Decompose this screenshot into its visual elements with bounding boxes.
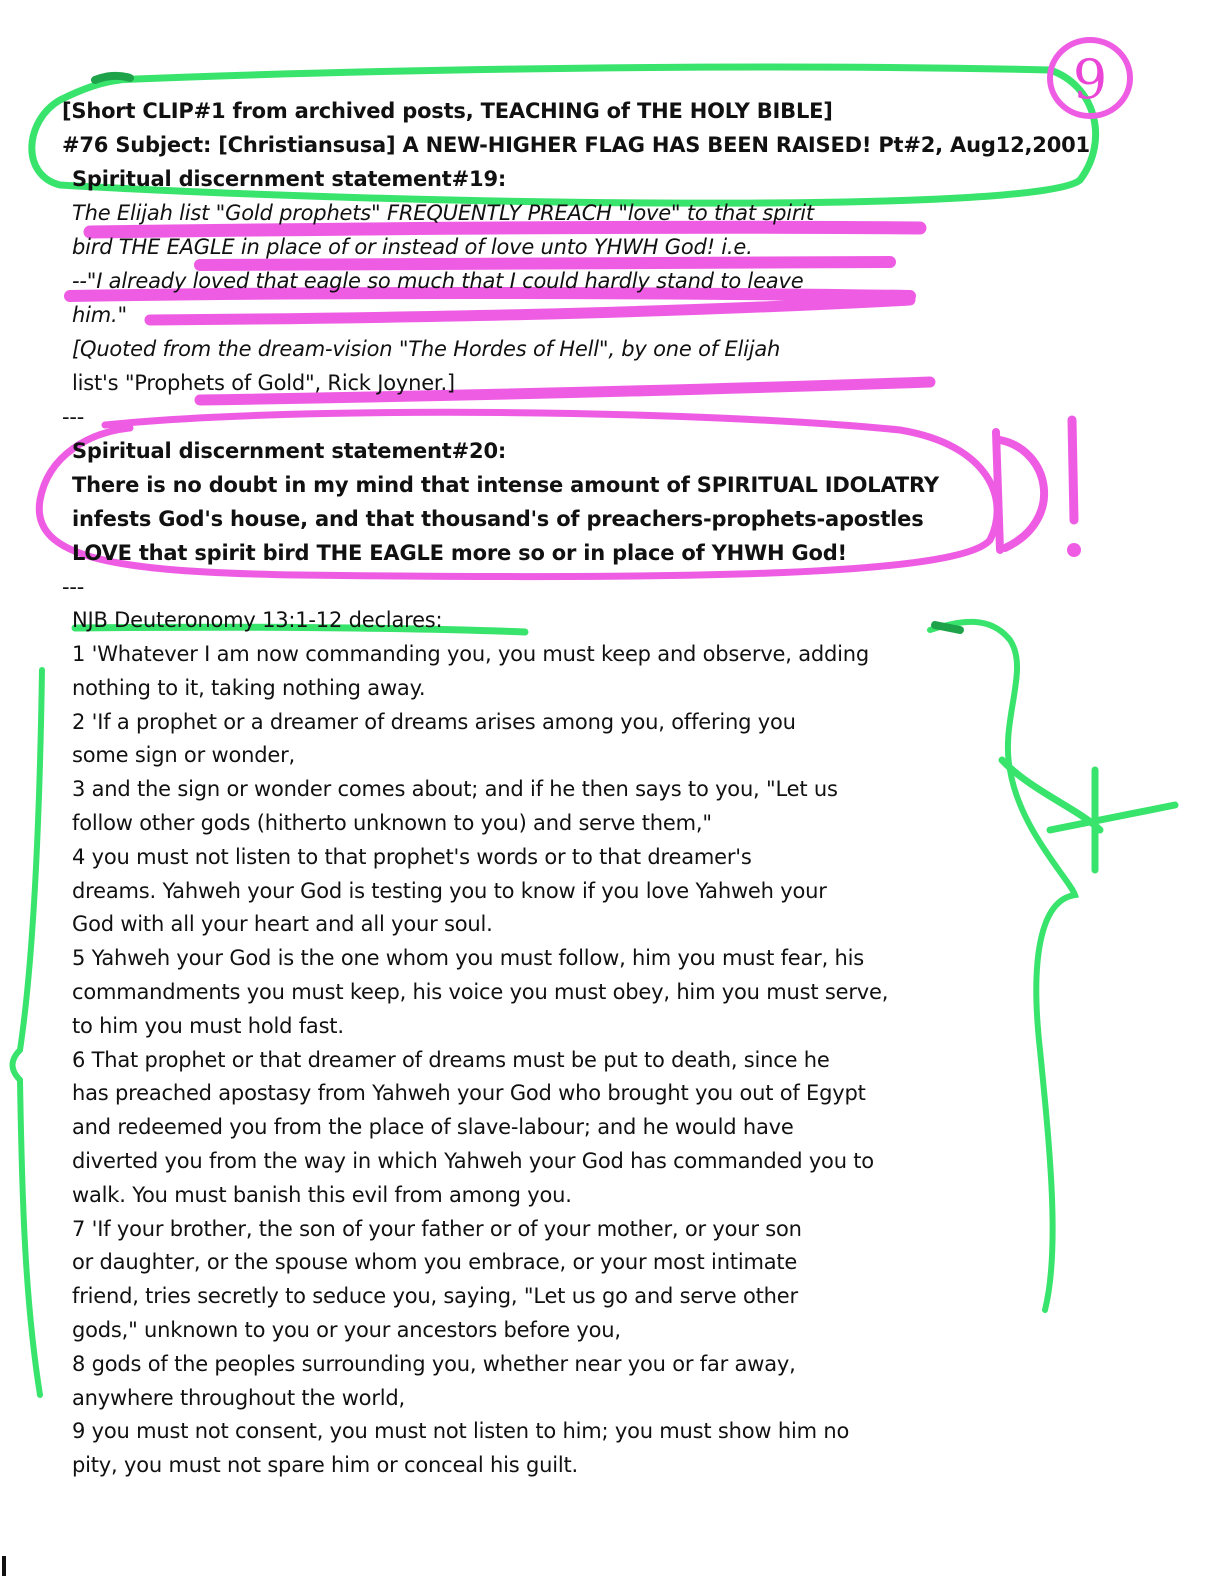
scripture-line: friend, tries secretly to seduce you, saying, "Let us go and serve other xyxy=(72,1284,798,1309)
scripture-line: dreams. Yahweh your God is testing you to know if you love Yahweh your xyxy=(72,878,827,903)
statement19-quote-line-2: list's "Prophets of Gold", Rick Joyner.] xyxy=(72,371,455,395)
scripture-line: 3 and the sign or wonder comes about; and if he then says to you, "Let us xyxy=(72,777,838,802)
scripture-line: 1 'Whatever I am now commanding you, you must keep and observe, adding xyxy=(72,642,870,666)
scripture-line: 7 'If your brother, the son of your father or of your mother, or your son xyxy=(72,1216,802,1241)
scripture-line: 8 gods of the peoples surrounding you, whether near you or far away, xyxy=(72,1351,796,1376)
scripture-line: 4 you must not listen to that prophet's words or to that dreamer's xyxy=(72,844,752,869)
statement19-line-2: bird THE EAGLE in place of or instead of love unto YHWH God! i.e. xyxy=(72,235,753,259)
scripture-line: nothing to it, taking nothing away. xyxy=(72,675,426,700)
header-line-2: #76 Subject: [Christiansusa] A NEW-HIGHER FLAG HAS BEEN RAISED! Pt#2, Aug12,2001 xyxy=(62,133,1090,157)
scripture-line: 6 That prophet or that dreamer of dreams must be put to death, since he xyxy=(72,1047,830,1072)
separator-1: --- xyxy=(62,405,85,429)
page-number: 9 xyxy=(1072,48,1108,111)
scripture-line: commandments you must keep, his voice you must obey, him you must serve, xyxy=(72,980,889,1004)
scripture-line: 2 'If a prophet or a dreamer of dreams arises among you, offering you xyxy=(72,709,796,734)
scripture-line: some sign or wonder, xyxy=(72,743,295,768)
statement19-quote-line-1: [Quoted from the dream-vision "The Hordes of Hell", by one of Elijah xyxy=(72,337,781,361)
statement20-line-3: LOVE that spirit bird THE EAGLE more so or in place of YHWH God! xyxy=(72,541,847,565)
scripture-line: pity, you must not spare him or conceal his guilt. xyxy=(72,1453,578,1478)
scan-edge-mark xyxy=(2,1556,6,1576)
scripture-line: walk. You must banish this evil from among you. xyxy=(72,1182,572,1207)
scripture-line: gods," unknown to you or your ancestors before you, xyxy=(72,1318,621,1342)
scripture-line: to him you must hold fast. xyxy=(72,1013,344,1038)
statement20-heading: Spiritual discernment statement#20: xyxy=(72,439,507,463)
scripture-line: follow other gods (hitherto unknown to you) and serve them," xyxy=(72,811,712,835)
scripture-line: 5 Yahweh your God is the one whom you must follow, him you must fear, his xyxy=(72,946,865,971)
statement19-line-1: The Elijah list "Gold prophets" FREQUENTLY PREACH "love" to that spirit xyxy=(72,201,814,225)
scripture-line: has preached apostasy from Yahweh your God who brought you out of Egypt xyxy=(72,1081,866,1106)
scripture-intro: NJB Deuteronomy 13:1-12 declares: xyxy=(72,608,443,632)
scripture-line: diverted you from the way in which Yahweh your God has commanded you to xyxy=(72,1149,874,1173)
statement20-line-2: infests God's house, and that thousand's of preachers-prophets-apostles xyxy=(72,507,924,531)
header-line-1: [Short CLIP#1 from archived posts, TEACHING of THE HOLY BIBLE] xyxy=(62,99,833,123)
scripture-line: anywhere throughout the world, xyxy=(72,1385,405,1410)
separator-2: --- xyxy=(62,575,85,599)
scripture-line: and redeemed you from the place of slave-labour; and he would have xyxy=(72,1115,794,1140)
scripture-line: 9 you must not consent, you must not listen to him; you must show him no xyxy=(72,1419,850,1444)
scripture-line: or daughter, or the spouse whom you embrace, or your most intimate xyxy=(72,1250,798,1275)
statement19-line-3: --"I already loved that eagle so much that I could hardly stand to leave xyxy=(72,269,804,293)
scripture-line: God with all your heart and all your soul. xyxy=(72,912,493,937)
statement20-line-1: There is no doubt in my mind that intense amount of SPIRITUAL IDOLATRY xyxy=(72,473,939,497)
statement19-heading: Spiritual discernment statement#19: xyxy=(72,167,507,191)
statement19-line-4: him." xyxy=(72,303,127,327)
